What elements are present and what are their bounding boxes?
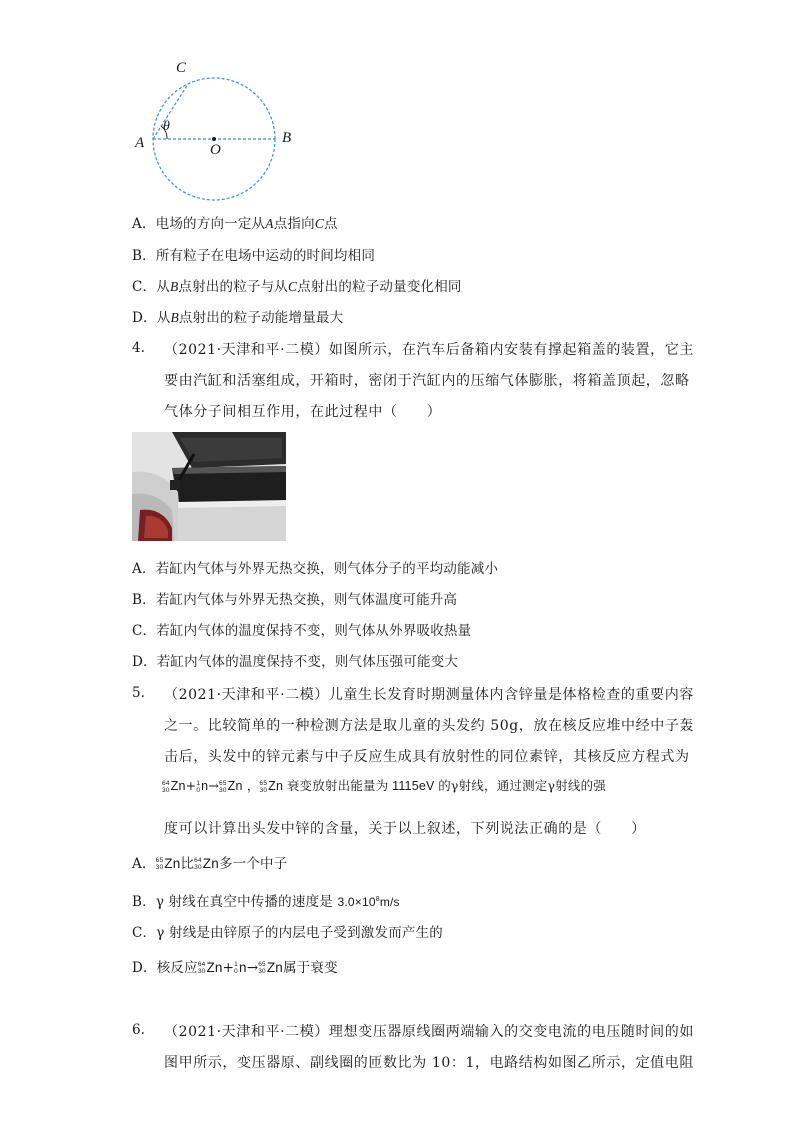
nuclide-zn65: 65 30 Zn xyxy=(219,779,243,794)
q5-option-d: D．核反应 64 30 Zn+ 1 0 n→ 65 30 Zn属于衰变 xyxy=(132,960,338,976)
label-b: B xyxy=(282,130,292,146)
nuclide-neutron: 1 0 n xyxy=(196,779,209,794)
q6-stem-line2: 图甲所示，变压器原、副线圈的匝数比为 10：1，电路结构如图乙所示，定值电阻 xyxy=(164,1055,694,1071)
nuclide-zn64: 64 30 Zn xyxy=(162,779,186,794)
q3-option-c: C．从B点射出的粒子与从C点射出的粒子动量变化相同 xyxy=(132,279,462,295)
label-a: A xyxy=(135,135,145,151)
q5-equation-line: 64 30 Zn+ 1 0 n→ 65 30 Zn ， 65 30 Zn 衰变放射出能量为 1115eV 的γ射线，通过测定γ射线的强 xyxy=(162,778,606,794)
q6-number: 6. xyxy=(132,1022,145,1038)
center-dot xyxy=(212,137,216,141)
q5-option-b: B．γ 射线在真空中传播的速度是 $3.0\times 10^8m/s$ xyxy=(132,894,400,910)
q5-option-a: A． 65 30 Zn比 64 30 Zn多一个中子 xyxy=(132,856,288,872)
q5-stem-line3: 击后，头发中的锌元素与中子反应生成具有放射性的同位素锌，其核反应方程式为 xyxy=(164,749,690,765)
label-theta: θ xyxy=(163,119,170,134)
q4-stem-line1: （2021·天津和平·二模）如图所示，在汽车后备箱内安装有撑起箱盖的装置，它主 xyxy=(164,342,694,358)
q6-stem-line1: （2021·天津和平·二模）理想变压器原线圈两端输入的交变电流的电压随时间的如 xyxy=(164,1024,694,1040)
q5-stem-line5: 度可以计算出头发中锌的含量，关于以上叙述，下列说法正确的是（ ） xyxy=(164,821,646,837)
q5-stem-line1: （2021·天津和平·二模）儿童生长发育时期测量体内含锌量是体格检查的重要内容 xyxy=(164,687,694,703)
q3-option-b: B．所有粒子在电场中运动的时间均相同 xyxy=(132,248,376,264)
q4-option-b: B．若缸内气体与外界无热交换，则气体温度可能升高 xyxy=(132,592,458,608)
q4-option-d: D．若缸内气体的温度保持不变，则气体压强可能变大 xyxy=(132,654,459,670)
car-trunk-photo xyxy=(132,432,286,541)
q4-option-a: A．若缸内气体与外界无热交换，则气体分子的平均动能减小 xyxy=(132,561,499,577)
nuclide-zn65-b: 65 30 Zn 衰变放射出能量为 1115eV 的 xyxy=(259,779,451,794)
q4-stem-line2: 要由汽缸和活塞组成，开箱时，密闭于汽缸内的压缩气体膨胀，将箱盖顶起，忽略 xyxy=(164,373,690,389)
q5-stem-line2: 之一。比较简单的一种检测方法是取儿童的头发约 50g，放在核反应堆中经中子轰 xyxy=(164,718,695,734)
q4-stem-line3: 气体分子间相互作用，在此过程中（ ） xyxy=(164,404,442,420)
label-c: C xyxy=(176,60,187,76)
q4-option-c: C．若缸内气体的温度保持不变，则气体从外界吸收热量 xyxy=(132,623,472,639)
q5-option-c: C．γ 射线是由锌原子的内层电子受到激发而产生的 xyxy=(132,925,443,941)
q3-option-a: A．电场的方向一定从A点指向C点 xyxy=(132,216,338,232)
chord-ac xyxy=(153,84,188,139)
label-o: O xyxy=(210,142,221,158)
q3-option-d: D．从B点射出的粒子动能增量最大 xyxy=(132,310,344,326)
q5-number: 5. xyxy=(132,685,145,701)
q4-number: 4. xyxy=(132,340,145,356)
